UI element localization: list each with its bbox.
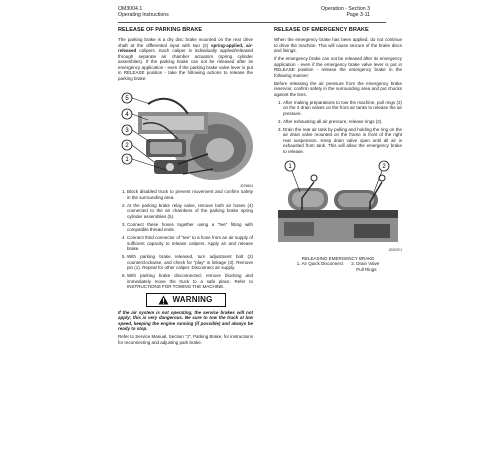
svg-text:3: 3 [125,127,129,134]
callout-2 [122,140,132,150]
callout-2 [379,161,389,171]
warning-box [146,293,226,307]
parking-brake-intro: The parking brake is a dry disc brake mounted on the rear drive shaft at the differential input with two (2) spring-applied, air-released calipers. Each caliper is individually applied/released through separate air chamber actuators (spring cylinder assemblies). If the parking brake can not be released after its emergency application - even if the parking brake valve lever is put in RELEASE position - take the following actions to release the parking brake: [118,37,253,81]
callout-1 [285,161,295,171]
emergency-brake-p3: Before releasing the air pressure from the emergency brake reservoir, confirm safety in the surrounding area and put chocks against the tires. [274,80,402,97]
svg-text:2: 2 [125,142,129,149]
emergency-brake-title: RELEASE OF EMERGENCY BRAKE [274,27,369,33]
list-item: 4. Connect third connector of "tee" to a hose from an air supply of sufficient capacity to release calipers. Apply air and release brake. [127,235,253,252]
callout-4 [122,109,132,119]
caption-item-1: 1. Air Quick Disconnect [296,261,344,266]
emergency-brake-illustration [274,158,402,254]
emergency-brake-figure-number: J2003Y1 [388,248,402,252]
list-item: 3. Drain the rear air tank by pulling and holding the ring on the air drain valve mounted on the frame in front of the right rear suspension. Keep drain valve open until all air is exhausted from tank. This will allow the emergency brake to release. [283,127,402,155]
doc-subtitle: Operating Instructions [118,12,169,19]
caption-item-2: 2. Drain Valve Pull Rings [351,261,380,272]
list-item: 2. At the parking brake relay valve, remove both air hoses (4) connected to the air chambers of the parking brake spring cylinder assemblies (5). [127,203,253,220]
callout-5 [122,93,132,103]
page-header-right [321,6,370,19]
parking-brake-title: RELEASE OF PARKING BRAKE [118,27,203,33]
page-header-left [118,6,169,19]
parking-brake-drawing [118,84,253,184]
svg-text:5: 5 [125,95,129,102]
right-column [274,27,402,272]
svg-text:4: 4 [125,111,129,118]
svg-text:1: 1 [125,156,129,163]
list-item: 1. After making preparations to tow the machine, pull rings (2) on the 4 drain valves on the front air tanks to release the air pressure. [283,100,402,117]
list-item: 3. Connect these hoses together using a "tee" fitting with compatible thread ends. [127,222,253,233]
emergency-brake-drawing [274,158,402,248]
parking-brake-illustration [118,84,253,190]
parking-brake-figure-number: J075604 [239,183,253,188]
doc-id: OM3004.1 [118,6,143,12]
emergency-brake-steps [274,100,402,155]
emergency-brake-p1: When the emergency brake has been applied, do not continue to drive the machine. This will cause seizure of the brake discs and linings. [274,37,402,53]
parking-brake-closing: Refer to Service Manual, Section "J", Parking Brake, for instructions for reconnecting and adjusting park brake. [118,334,254,345]
parking-brake-steps [118,189,253,290]
callout-1 [122,154,132,164]
svg-text:2: 2 [382,164,386,170]
callout-3 [122,125,132,135]
page-number: Page 3-11 [346,12,370,19]
left-column [118,27,253,348]
svg-text:1: 1 [288,164,292,170]
list-item: 5. With parking brake released, turn adjustment bolt (2) counterclockwise, and check for "play" in linkage (3). Remove pin (1). Repeat for other caliper. Disconnect air supply. [127,254,253,271]
list-item: 6. With parking brake disconnected, remove blocking and immediately move the truck to a safe place. Refer to INSTRUCTIONS FOR TOWING THE MACHINE. [127,273,253,290]
warning-text: If the air system is not operating, the service brakes will not apply; this is very dangerous. Be sure to tow the truck at low speed, keeping the engine running (if possible) and always be ready to stop. [118,309,253,331]
section-label: Operation - Section 3 [320,6,370,12]
emergency-brake-p2: If the emergency brake can not be released after its emergency application - even if the emergency brake valve lever is put in RELEASE position - release the emergency brake in the following manner: [274,56,402,78]
figure-caption-title: RELEASING EMERGENCY BRAKE [301,255,375,261]
list-item: 1. Block disabled truck to prevent movement and confirm safety in the surrounding area. [127,189,253,200]
header-rule [118,22,386,23]
list-item: 2. After exhausting all air pressure, release rings (2). [283,119,402,125]
warning-triangle-icon [158,295,169,305]
warning-label: WARNING [172,294,213,304]
figure-caption-items [274,261,402,272]
